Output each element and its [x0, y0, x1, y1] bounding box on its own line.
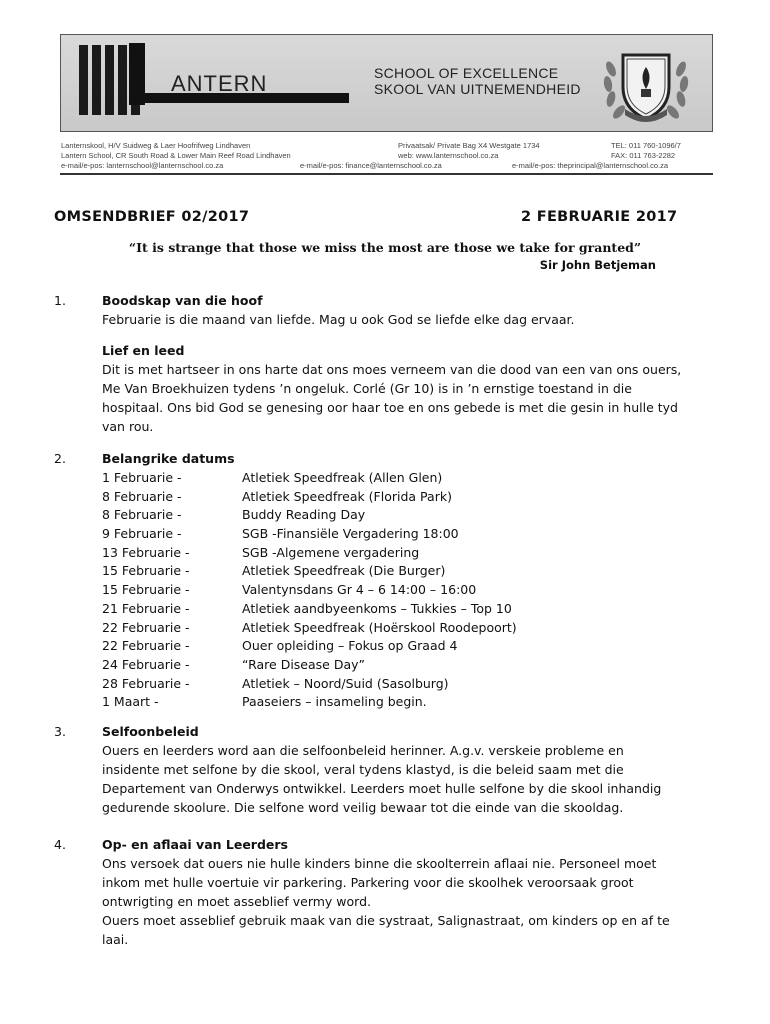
text-line: gedurende skoolure. Die selfone word veilig bewaar tot die einde van die skooldag.	[102, 800, 624, 815]
section-heading: Belangrike datums	[102, 451, 235, 466]
text-line: inkom met hulle voertuie vir parkering. Parkering voor die skoolhek veroorsaak groot	[102, 875, 634, 890]
date-row	[102, 692, 714, 711]
email-general[interactable]: e-mail/e-pos: lanternschool@lanternschool.co.za	[61, 161, 224, 170]
date-row	[102, 655, 714, 674]
address-line-af: Lanternskool, H/V Suidweg & Laer Hoofrifweg Lindhaven	[61, 141, 251, 150]
text-line: van rou.	[102, 419, 154, 434]
newsletter-date: 2 FEBRUARIE 2017	[521, 209, 678, 225]
text-line: Ouers moet asseblief gebruik maak van die systraat, Salignastraat, om kinders op en af te	[102, 913, 670, 928]
date-row	[102, 636, 714, 655]
date-label: 9 Februarie -	[102, 526, 182, 542]
date-label: 1 Februarie -	[102, 470, 182, 485]
section-number: 2.	[54, 451, 66, 466]
email-principal[interactable]: e-mail/e-pos: theprincipal@lanternschool.co.za	[512, 161, 669, 170]
date-row	[102, 561, 714, 580]
text-line: Ouers en leerders word aan die selfoonbeleid herinner. A.g.v. verskeie probleme en	[102, 743, 624, 758]
section-number: 3.	[54, 724, 66, 739]
school-motto-af: SKOOL VAN UITNEMENDHEID	[374, 81, 581, 97]
section-number: 1.	[54, 293, 66, 308]
address-block	[61, 141, 291, 161]
date-row	[102, 580, 714, 599]
header-divider	[60, 173, 713, 175]
school-motto-en: SCHOOL OF EXCELLENCE	[374, 65, 559, 81]
date-label: 21 Februarie -	[102, 600, 190, 616]
date-label: 24 Februarie -	[102, 656, 190, 672]
letterhead	[60, 34, 713, 132]
event-label: SGB -Algemene vergadering	[242, 544, 420, 560]
date-label: 22 Februarie -	[102, 638, 190, 654]
event-label: Atletiek Speedfreak (Die Burger)	[242, 563, 446, 579]
date-row	[102, 618, 714, 637]
event-label: Ouer opleiding – Fokus op Graad 4	[242, 638, 458, 654]
sub-heading: Lief en leed	[102, 343, 185, 358]
date-label: 22 Februarie -	[102, 619, 190, 635]
section-text: Februarie is die maand van liefde. Mag u ook God se liefde elke dag ervaar.	[102, 312, 575, 327]
event-label: Buddy Reading Day	[242, 507, 366, 523]
website-link[interactable]: web: www.lanternschool.co.za	[398, 151, 499, 160]
event-label: “Rare Disease Day”	[242, 656, 365, 672]
event-label: Atletiek aandbyeenkoms – Tukkies – Top 10	[242, 600, 512, 616]
text-line: insidente met selfone by die skool, veral tydens klastyd, is die beleid saam met die	[102, 762, 624, 777]
quote-text: “It is strange that those we miss the most are those we take for granted”	[128, 240, 642, 255]
date-label: 8 Februarie -	[102, 488, 182, 504]
event-label: Atletiek Speedfreak (Allen Glen)	[242, 470, 443, 485]
date-label: 28 Februarie -	[102, 675, 190, 691]
date-row	[102, 505, 714, 524]
section-heading: Selfoonbeleid	[102, 724, 199, 739]
event-label: Atletiek Speedfreak (Hoërskool Roodepoort)	[242, 619, 517, 635]
date-row	[102, 468, 714, 487]
section-heading: Op- en aflaai van Leerders	[102, 837, 288, 852]
event-label: SGB -Finansiële Vergadering 18:00	[242, 526, 459, 542]
event-label: Paaseiers – insameling begin.	[242, 694, 427, 710]
school-crest-icon	[601, 39, 691, 129]
text-line: hospitaal. Ons bid God se genesing oor haar toe en ons gebede is met die gesin in hulle tyd	[102, 400, 678, 415]
date-row	[102, 487, 714, 506]
text-line: Me Van Broekhuizen tydens ’n ongeluk. Corlé (Gr 10) is in ’n ernstige toestand in die	[102, 381, 632, 396]
date-label: 15 Februarie -	[102, 563, 190, 579]
date-label: 15 Februarie -	[102, 582, 190, 598]
date-label: 13 Februarie -	[102, 544, 190, 560]
newsletter-title: OMSENDBRIEF 02/2017	[54, 209, 250, 225]
logo-name: ANTERN	[171, 71, 268, 96]
text-line: Departement van Onderwys ontwikkel. Leerders moet hulle selfone by die skool inhandig	[102, 781, 662, 796]
event-label: Atletiek – Noord/Suid (Sasolburg)	[242, 675, 449, 691]
section-heading: Boodskap van die hoof	[102, 293, 263, 308]
postal-address: Privaatsak/ Private Bag X4 Westgate 1734	[398, 141, 540, 150]
date-row	[102, 599, 714, 618]
fax-number: FAX: 011 763-2282	[611, 151, 676, 160]
date-row	[102, 524, 714, 543]
text-line: laai.	[102, 932, 129, 947]
text-line: ontwrigting en moet asseblief vermy word.	[102, 894, 371, 909]
address-line-en: Lantern School, CR South Road & Lower Main Reef Road Lindhaven	[61, 151, 291, 160]
date-row	[102, 674, 714, 693]
section-number: 4.	[54, 837, 66, 852]
quote-author: Sir John Betjeman	[539, 258, 656, 272]
event-label: Valentynsdans Gr 4 – 6 14:00 – 16:00	[242, 582, 477, 598]
email-finance[interactable]: e-mail/e-pos: finance@lanternschool.co.za	[300, 161, 442, 170]
text-line: Dit is met hartseer in ons harte dat ons moes verneem van die dood van een van ons ouers,	[102, 362, 682, 377]
phone-block	[611, 141, 681, 161]
date-row	[102, 543, 714, 562]
date-label: 8 Februarie -	[102, 507, 182, 523]
postal-block	[398, 141, 540, 161]
date-label: 1 Maart -	[102, 694, 159, 710]
telephone-number: TEL: 011 760-1096/7	[611, 141, 681, 150]
text-line: Ons versoek dat ouers nie hulle kinders binne die skoolterrein aflaai nie. Personeel moet	[102, 856, 657, 871]
event-label: Atletiek Speedfreak (Florida Park)	[242, 488, 452, 504]
